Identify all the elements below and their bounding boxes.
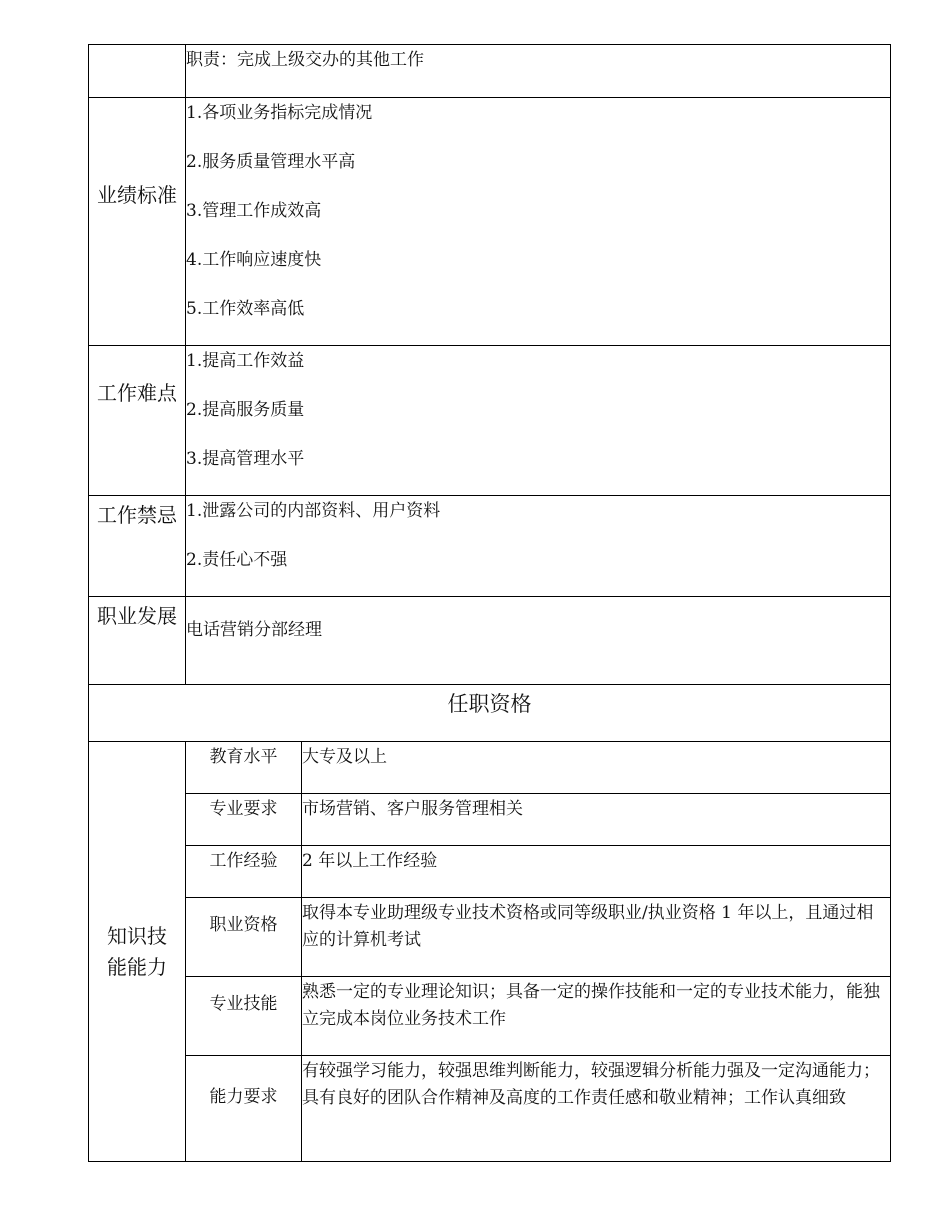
qualification-row	[89, 794, 891, 846]
qualification-title-row	[89, 685, 891, 742]
difficulty-item: 3.提高管理水平	[186, 449, 305, 469]
performance-item: 3.管理工作成效高	[186, 201, 322, 221]
prohibition-item: 1.泄露公司的内部资料、用户资料	[186, 501, 441, 521]
qualification-row	[89, 846, 891, 898]
qualification-row-value: 大专及以上	[302, 742, 891, 794]
qualification-row-label: 工作经验	[186, 846, 302, 898]
career-text: 电话营销分部经理	[186, 597, 891, 685]
performance-label: 业绩标准	[89, 98, 186, 346]
prohibition-item: 2.责任心不强	[186, 550, 288, 570]
qualification-row-value: 2 年以上工作经验	[302, 846, 891, 898]
performance-row	[89, 98, 891, 346]
duty-label-cell	[89, 45, 186, 98]
qualification-row-value: 有较强学习能力，较强思维判断能力，较强逻辑分析能力强及一定沟通能力；具有良好的团队合作精神及高度的工作责任感和敬业精神；工作认真细致	[302, 1056, 891, 1162]
qualification-row-label: 教育水平	[186, 742, 302, 794]
qualification-row-value: 取得本专业助理级专业技术资格或同等级职业/执业资格 1 年以上，且通过相应的计算机考试	[302, 898, 891, 977]
difficulty-item: 2.提高服务质量	[186, 400, 305, 420]
qualification-row	[89, 1056, 891, 1162]
job-description-table	[88, 44, 891, 1162]
qualification-row-label: 专业要求	[186, 794, 302, 846]
performance-item: 2.服务质量管理水平高	[186, 152, 356, 172]
duty-row	[89, 45, 891, 98]
qualification-row-label: 职业资格	[186, 898, 302, 977]
qualification-row-value: 熟悉一定的专业理论知识；具备一定的操作技能和一定的专业技术能力，能独立完成本岗位业务技术工作	[302, 977, 891, 1056]
career-label: 职业发展	[89, 597, 186, 685]
qualification-row	[89, 898, 891, 977]
performance-item: 5.工作效率高低	[186, 299, 305, 319]
difficulty-label: 工作难点	[89, 346, 186, 496]
duty-text: 职责：完成上级交办的其他工作	[186, 45, 891, 98]
performance-item: 4.工作响应速度快	[186, 250, 322, 270]
prohibition-label: 工作禁忌	[89, 496, 186, 597]
qualification-group-label: 知识技能能力	[89, 742, 186, 1162]
performance-item: 1.各项业务指标完成情况	[186, 103, 373, 123]
qualification-row-value: 市场营销、客户服务管理相关	[302, 794, 891, 846]
difficulty-row	[89, 346, 891, 496]
prohibition-list	[186, 496, 891, 597]
performance-list	[186, 98, 891, 346]
qualification-row-label: 能力要求	[186, 1056, 302, 1162]
prohibition-row	[89, 496, 891, 597]
qualification-row	[89, 977, 891, 1056]
difficulty-list	[186, 346, 891, 496]
qualification-title: 任职资格	[89, 685, 891, 742]
qualification-row	[89, 742, 891, 794]
difficulty-item: 1.提高工作效益	[186, 351, 305, 371]
career-row	[89, 597, 891, 685]
qualification-row-label: 专业技能	[186, 977, 302, 1056]
